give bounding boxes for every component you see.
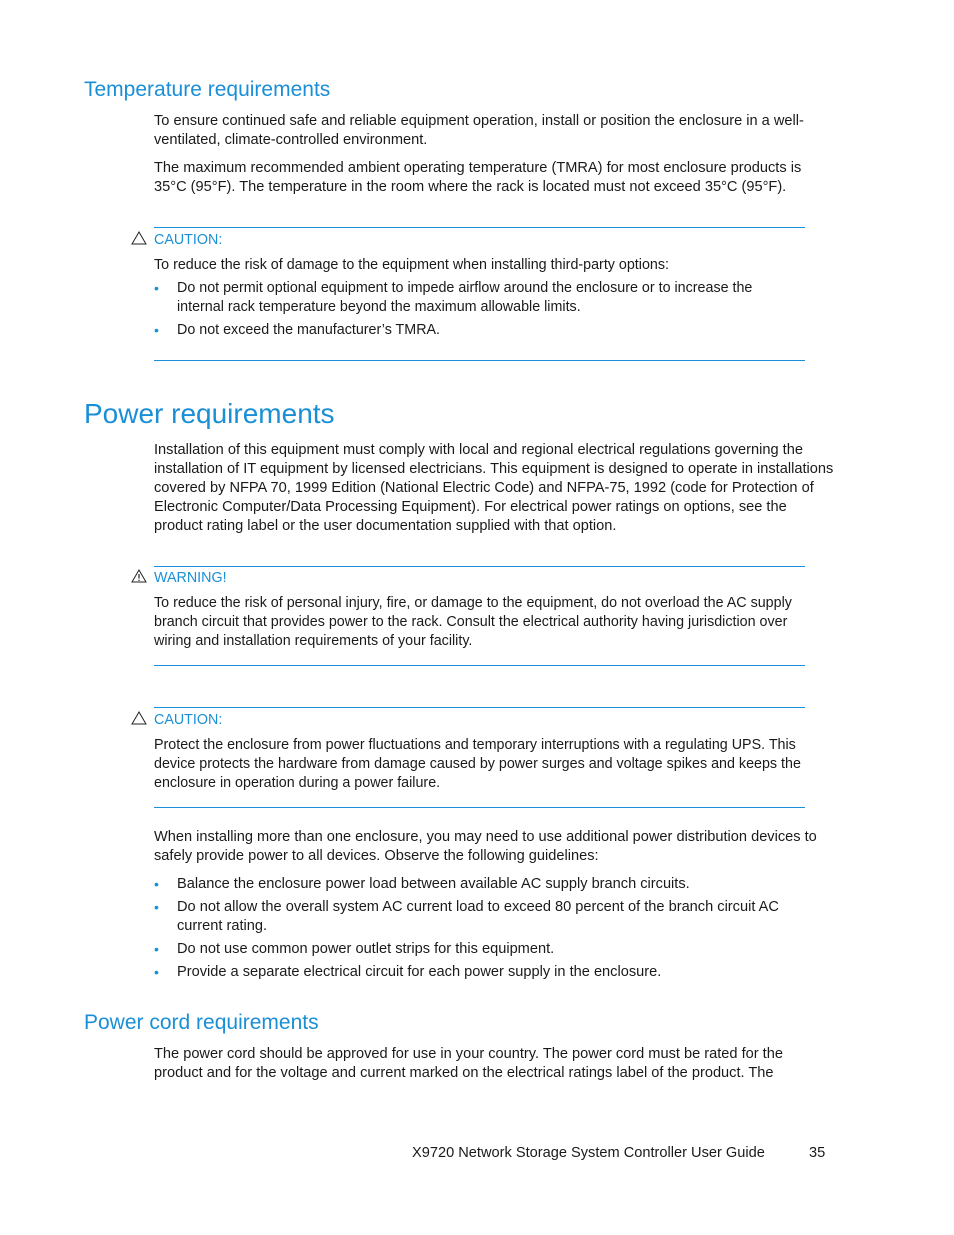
caution-label: CAUTION: xyxy=(154,712,223,728)
caution-triangle-icon xyxy=(131,231,147,248)
caution-triangle-icon xyxy=(131,711,147,728)
bullet-marker: • xyxy=(154,322,159,338)
bullet-marker: • xyxy=(154,964,159,980)
power-bullet: Do not allow the overall system AC current load to exceed 80 percent of the branch circuit AC current rating. xyxy=(177,899,779,934)
page-number: 35 xyxy=(809,1145,826,1161)
temperature-paragraph-1: To ensure continued safe and reliable equipment operation, install or position the enclosure in a well-ventilated, climate-controlled environment. xyxy=(154,113,804,148)
power-paragraph-2: When installing more than one enclosure, you may need to use additional power distribution devices to safely provide power to all devices. Observe the following guidelines: xyxy=(154,829,817,864)
warning-label: WARNING! xyxy=(154,570,227,586)
caution-bottom-rule xyxy=(154,360,805,361)
caution-top-rule xyxy=(154,227,805,228)
warning-bottom-rule xyxy=(154,665,805,666)
temperature-paragraph-2: The maximum recommended ambient operating temperature (TMRA) for most enclosure products is 35°C (95°F). The temperature in the room where the rack is located must not exceed 35°C (95°F). xyxy=(154,160,802,195)
warning-text: To reduce the risk of personal injury, fire, or damage to the equipment, do not overload the AC supply branch circuit that provides power to the rack. Consult the electrical authority having jurisdiction over wiring and installation requirements of your facility. xyxy=(154,595,792,649)
section-heading-power-cord: Power cord requirements xyxy=(84,1011,319,1034)
warning-top-rule xyxy=(154,566,805,567)
caution-bullet: Do not exceed the manufacturer’s TMRA. xyxy=(177,322,441,338)
power-bullet: Provide a separate electrical circuit for each power supply in the enclosure. xyxy=(177,964,662,980)
power-paragraph-1: Installation of this equipment must comply with local and regional electrical regulations governing the installation of IT equipment by licensed electricians. This equipment is designed to operate in installations covered by NFPA 70, 1999 Edition (National Electric Code) and NFPA-75, 1992 (code for Protection of Electronic Computer/Data Processing Equipment). For electrical power ratings on options, see the product rating label or the user documentation supplied with that option. xyxy=(154,442,834,534)
section-heading-temperature: Temperature requirements xyxy=(84,78,331,101)
power-cord-paragraph: The power cord should be approved for use in your country. The power cord must be rated for the product and for the voltage and current marked on the electrical ratings label of the product. The xyxy=(154,1046,783,1081)
caution-label: CAUTION: xyxy=(154,232,223,248)
bullet-marker: • xyxy=(154,876,159,892)
power-bullet: Balance the enclosure power load between available AC supply branch circuits. xyxy=(177,876,690,892)
bullet-marker: • xyxy=(154,899,159,915)
warning-triangle-icon xyxy=(131,569,147,586)
caution-bottom-rule xyxy=(154,807,805,808)
bullet-marker: • xyxy=(154,941,159,957)
footer-title: X9720 Network Storage System Controller User Guide xyxy=(412,1145,765,1161)
bullet-marker: • xyxy=(154,280,159,296)
caution-intro: To reduce the risk of damage to the equipment when installing third-party options: xyxy=(154,257,669,273)
caution-text: Protect the enclosure from power fluctuations and temporary interruptions with a regulating UPS. This device protects the hardware from damage caused by power surges and voltage spikes and keeps the enclosure in operation during a power failure. xyxy=(154,737,801,791)
caution-bullet: Do not permit optional equipment to impede airflow around the enclosure or to increase the internal rack temperature beyond the maximum allowable limits. xyxy=(177,280,753,315)
power-bullet: Do not use common power outlet strips for this equipment. xyxy=(177,941,555,957)
section-heading-power: Power requirements xyxy=(84,398,335,429)
caution-top-rule xyxy=(154,707,805,708)
